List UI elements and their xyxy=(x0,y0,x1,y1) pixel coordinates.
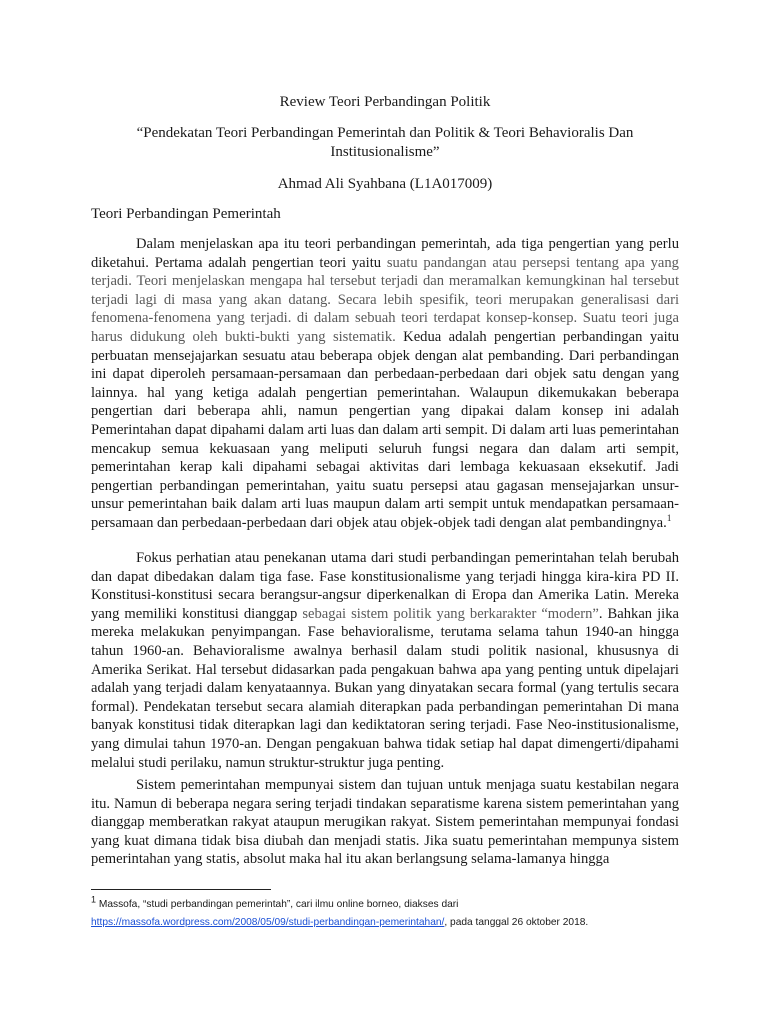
footnote-divider xyxy=(91,889,271,890)
footnote-number: 1 xyxy=(91,894,97,905)
paragraph-2-text-a: Fokus perhatian atau penekanan utama dari studi perbandingan pemerintahan telah berubah dan dapat dibedakan dalam tiga fase. Fase konstitusionalisme yang terjadi hingga kira-kira PD II. Konstitusi-konstitusi secara berangsur-angsur diperkenalkan di Eropa dan Amerika Latin. Mereka yang memiliki konstitusi dianggap xyxy=(91,550,679,622)
paragraph-2-text-b: . Bahkan jika mereka melakukan penyimpangan. Fase behavioralisme, terutama selama tahun 1940-an hingga tahun 1960-an. Behavioralisme awalnya berhasil dalam studi politik nasional, khususnya di Amerika Serikat. Hal tersebut didasarkan pada pengakuan bahwa apa yang penting untuk dipelajari adalah yang terjadi dalam kenyataannya. Bukan yang dinyatakan secara formal (yang tertulis secara formal). Pendekatan tersebut secara alamiah diterapkan pada perbandingan pemerintahan Di mana banyak konstitusi tidak diterapkan lagi dan kediktatoran sering terjadi. Fase Neo-institusionalisme, yang dimulai tahun 1970-an. Dengan pengakuan bahwa tidak setiap hal dapat dimengerti/dipahami melalui studi perilaku, namun struktur-struktur juga penting. xyxy=(91,605,679,771)
footnote xyxy=(91,896,691,932)
paragraph-3: Sistem pemerintahan mempunyai sistem dan tujuan untuk menjaga suatu kestabilan negara itu. Namun di beberapa negara sering terjadi tindakan separatisme karena sistem pemerintahan yang dianggap memberatkan rakyat ataupun merugikan rakyat. Sistem pemerintahan mempunyai fondasi yang kuat dimana tidak bisa diubah dan menjadi statis. Jika suatu pemerintahan mempunya sistem pemerintahan yang statis, absolut maka hal itu akan berlangsung selama-lamanya hingga xyxy=(91,777,679,868)
paragraph-1-text-b: Kedua adalah pengertian perbandingan yaitu perbuatan mensejajarkan sesuatu atau beberapa objek dengan alat pembanding. Dari perbandingan ini dapat diperoleh persamaan-persamaan dan perbedaan-perbedaan dari objek satu dengan yang lainnya. hal yang ketiga adalah pengertian pemerintahan. Walaupun dikemukakan beberapa pengertian dari beberapa ahli, namun pengertian yang dipakai dalam konsep ini adalah Pemerintahan dapat dipahami dalam arti luas dan dalam arti sempit. Di dalam arti luas pemerintahan mencakup semua kekuasaan yang meliputi seluruh fungsi negara dan dalam arti sempit, pemerintahan kerap kali dipahami sebagai aktivitas dari lembaga kekuasaan eksekutif. Jadi pengertian perbandingan pemerintahan, yaitu suatu persepsi atau gagasan mensejajarkan unsur-unsur pemerintahan baik dalam arti luas maupun dalam arti sempit untuk mendapatkan persamaan-persamaan dan perbedaan-perbedaan dari objek atau objek-objek tadi dengan alat pembandingnya. xyxy=(91,328,679,531)
footnote-text: Massofa, “studi perbandingan pemerintah”, cari ilmu online borneo, diakses dari xyxy=(96,899,459,910)
document-subtitle: “Pendekatan Teori Perbandingan Pemerintah dan Politik & Teori Behavioralis Dan Institusionalisme” xyxy=(136,125,634,160)
footnote-link[interactable]: https://massofa.wordpress.com/2008/05/09/studi-perbandingan-pemerintahan/ xyxy=(91,917,445,928)
paragraph-2-text-grey: sebagai sistem politik yang berkarakter “modern” xyxy=(302,605,599,622)
paragraph-2 xyxy=(91,549,679,772)
footnote-date-text: , pada tanggal 26 oktober 2018. xyxy=(444,917,589,928)
document-title: Review Teori Perbandingan Politik xyxy=(279,94,491,110)
paragraph-1-text-a: Dalam menjelaskan apa itu teori perbandingan pemerintah, ada tiga pengertian yang perlu diketahui. Pertama adalah pengertian teori yaitu xyxy=(91,236,679,271)
section-heading: Teori Perbandingan Pemerintah xyxy=(91,206,281,222)
footnote-reference[interactable]: 1 xyxy=(666,513,672,524)
footnote-line-1 xyxy=(91,896,691,914)
paragraph-1-text-grey: suatu pandangan atau persepsi tentang apa yang terjadi. Teori menjelaskan mengapa hal tersebut terjadi dan meramalkan kemungkinan hal tersebut terjadi lagi di masa yang akan datang. Secara lebih spesifik, teori merupakan generalisasi dari fenomena-fenomena yang terjadi. di dalam sebuah teori terdapat konsep-konsep. Suatu teori juga harus didukung oleh bukti-bukti yang sistematik. xyxy=(91,254,679,345)
document-author: Ahmad Ali Syahbana (L1A017009) xyxy=(277,176,493,192)
footnote-line-2 xyxy=(91,914,691,932)
paragraph-1 xyxy=(91,235,679,533)
